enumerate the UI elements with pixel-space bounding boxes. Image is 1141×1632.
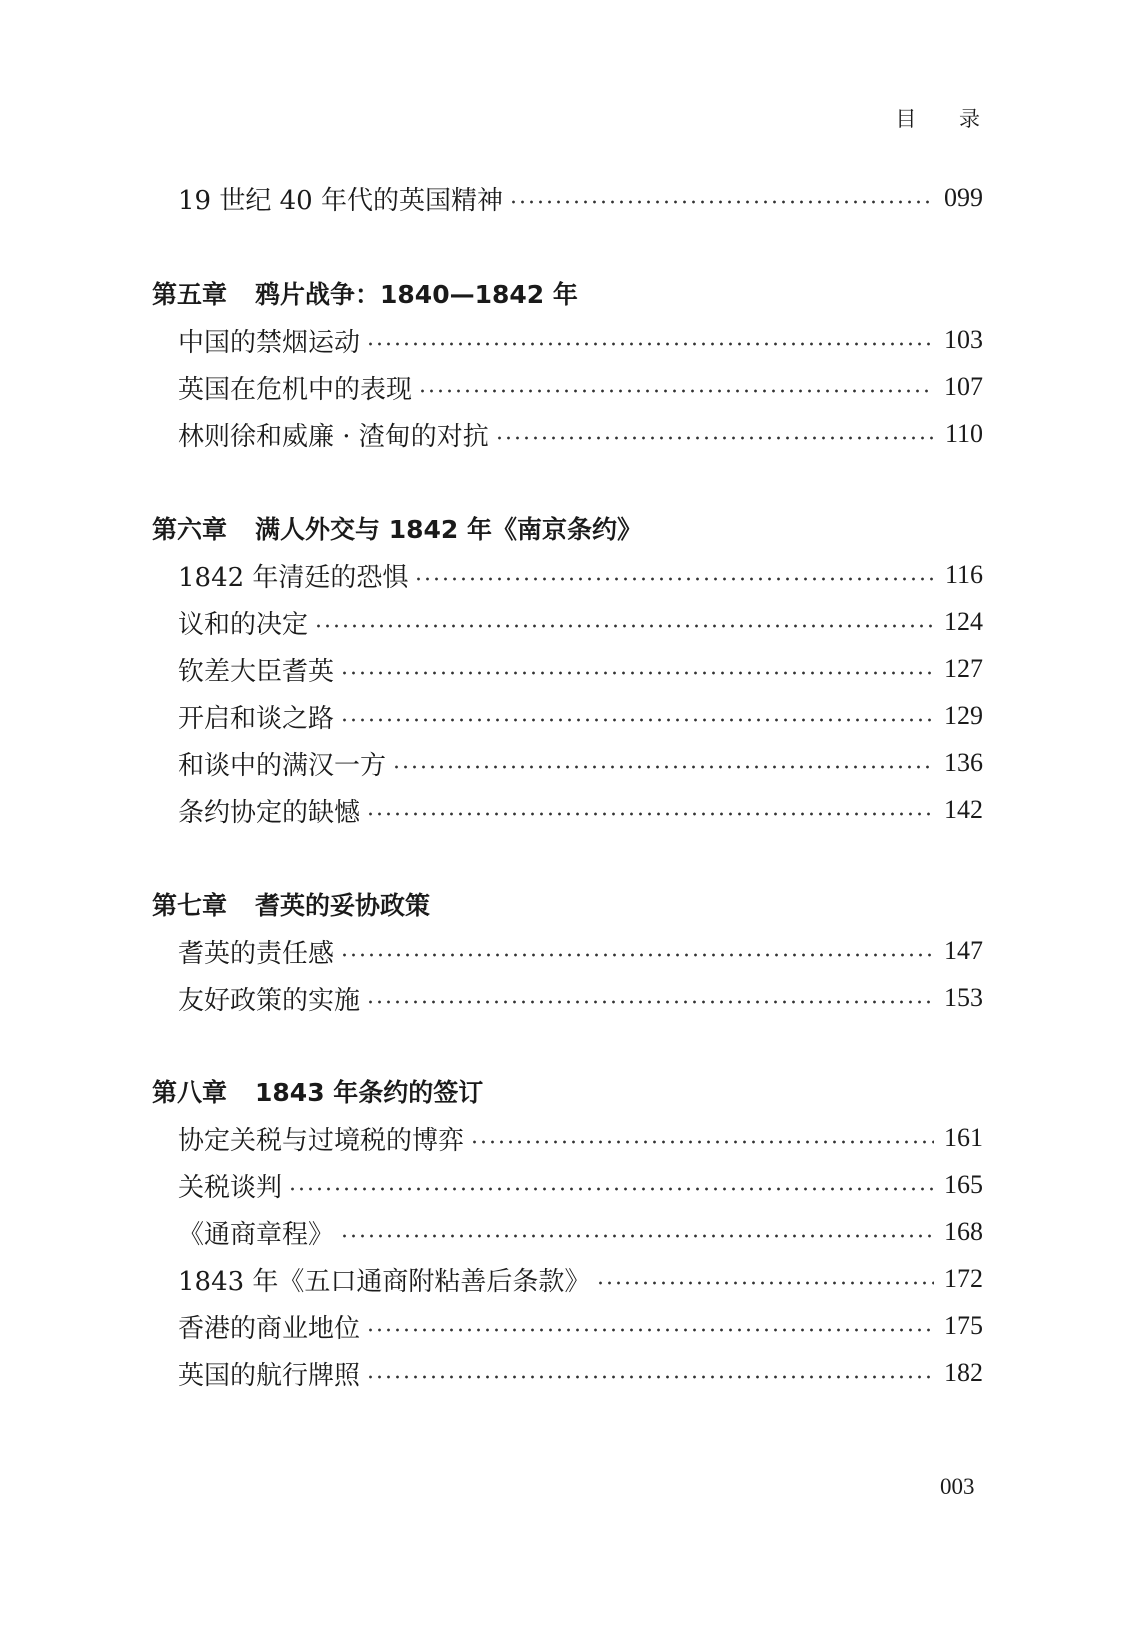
toc-entry[interactable] xyxy=(178,696,983,736)
dot-leader xyxy=(596,1281,934,1285)
toc-entry[interactable] xyxy=(178,1118,983,1158)
chapter-number: 第六章 xyxy=(152,515,228,544)
toc-entry[interactable] xyxy=(178,367,983,407)
toc-entry-page: 182 xyxy=(944,1358,983,1387)
dot-leader xyxy=(418,389,934,393)
toc-entry-page: 124 xyxy=(944,607,983,636)
dot-leader xyxy=(340,953,934,957)
chapter-title: 1843 年条约的签订 xyxy=(255,1078,484,1107)
dot-leader xyxy=(314,624,934,628)
dot-leader xyxy=(366,812,934,816)
toc-entry[interactable] xyxy=(178,1353,983,1393)
toc-entry[interactable] xyxy=(178,649,983,689)
dot-leader xyxy=(366,1000,934,1004)
toc-entry-page: 110 xyxy=(944,419,983,448)
toc-entry-title: 《通商章程》 xyxy=(178,1219,335,1250)
toc-entry-title: 和谈中的满汉一方 xyxy=(178,750,387,781)
toc-chapter-heading[interactable] xyxy=(152,508,642,548)
toc-entry-title: 1842 年清廷的恐惧 xyxy=(178,562,409,593)
toc-entry-page: 168 xyxy=(944,1217,983,1246)
toc-entry-title: 香港的商业地位 xyxy=(178,1313,361,1344)
toc-entry-title: 中国的禁烟运动 xyxy=(178,327,361,358)
toc-entry-page: 165 xyxy=(944,1170,983,1199)
toc-entry-title: 友好政策的实施 xyxy=(178,985,361,1016)
toc-entry-title: 1843 年《五口通商附粘善后条款》 xyxy=(178,1266,591,1297)
toc-entry[interactable] xyxy=(178,1306,983,1346)
dot-leader xyxy=(392,765,934,769)
toc-entry[interactable] xyxy=(178,978,983,1018)
toc-chapter-heading[interactable] xyxy=(152,273,578,313)
dot-leader xyxy=(509,200,934,204)
chapter-number: 第七章 xyxy=(152,891,228,920)
toc-entry-page: 153 xyxy=(944,983,983,1012)
dot-leader xyxy=(495,436,935,440)
toc-entry-title: 开启和谈之路 xyxy=(178,703,335,734)
dot-leader xyxy=(340,718,934,722)
toc-entry[interactable] xyxy=(178,1212,983,1252)
toc-entry-page: 142 xyxy=(944,795,983,824)
chapter-title: 耆英的妥协政策 xyxy=(255,891,431,920)
toc-entry-page: 103 xyxy=(944,325,983,354)
dot-leader xyxy=(288,1187,934,1191)
toc-entry[interactable] xyxy=(178,320,983,360)
toc-entry[interactable] xyxy=(178,1259,983,1299)
toc-entry[interactable] xyxy=(178,555,983,595)
dot-leader xyxy=(366,1328,934,1332)
toc-entry-page: 136 xyxy=(944,748,983,777)
chapter-number: 第五章 xyxy=(152,280,228,309)
toc-entry-page: 175 xyxy=(944,1311,983,1340)
running-head: 目 录 xyxy=(895,107,998,131)
toc-entry[interactable] xyxy=(178,414,983,454)
toc-entry[interactable] xyxy=(178,1165,983,1205)
toc-entry-title: 英国的航行牌照 xyxy=(178,1360,361,1391)
toc-entry-title: 19 世纪 40 年代的英国精神 xyxy=(178,185,503,216)
toc-entry-title: 协定关税与过境税的博弈 xyxy=(178,1125,465,1156)
toc-entry-title: 英国在危机中的表现 xyxy=(178,374,413,405)
toc-entry-page: 099 xyxy=(944,183,983,212)
toc-entry[interactable] xyxy=(178,790,983,830)
toc-entry-page: 116 xyxy=(944,560,983,589)
toc-entry-page: 172 xyxy=(944,1264,983,1293)
chapter-number: 第八章 xyxy=(152,1078,228,1107)
toc-entry-page: 107 xyxy=(944,372,983,401)
chapter-title: 满人外交与 1842 年《南京条约》 xyxy=(255,515,643,544)
chapter-title: 鸦片战争：1840—1842 年 xyxy=(255,280,578,309)
toc-entry-title: 林则徐和威廉 · 渣甸的对抗 xyxy=(178,421,489,452)
dot-leader xyxy=(470,1140,934,1144)
toc-entry-page: 127 xyxy=(944,654,983,683)
toc-entry[interactable] xyxy=(178,178,983,218)
toc-entry-page: 161 xyxy=(944,1123,983,1152)
toc-chapter-heading[interactable] xyxy=(152,1071,483,1111)
toc-entry-title: 条约协定的缺憾 xyxy=(178,797,361,828)
toc-entry-title: 钦差大臣耆英 xyxy=(178,656,335,687)
toc-entry-page: 147 xyxy=(944,936,983,965)
toc-entry-title: 关税谈判 xyxy=(178,1172,283,1203)
toc-chapter-heading[interactable] xyxy=(152,884,430,924)
dot-leader xyxy=(366,342,934,346)
dot-leader xyxy=(340,1234,934,1238)
dot-leader xyxy=(414,577,935,581)
toc-entry-title: 议和的决定 xyxy=(178,609,309,640)
toc-entry[interactable] xyxy=(178,931,983,971)
dot-leader xyxy=(366,1375,934,1379)
toc-entry-title: 耆英的责任感 xyxy=(178,938,335,969)
toc-entry[interactable] xyxy=(178,602,983,642)
page-number: 003 xyxy=(940,1474,975,1499)
dot-leader xyxy=(340,671,934,675)
toc-entry-page: 129 xyxy=(944,701,983,730)
toc-entry[interactable] xyxy=(178,743,983,783)
